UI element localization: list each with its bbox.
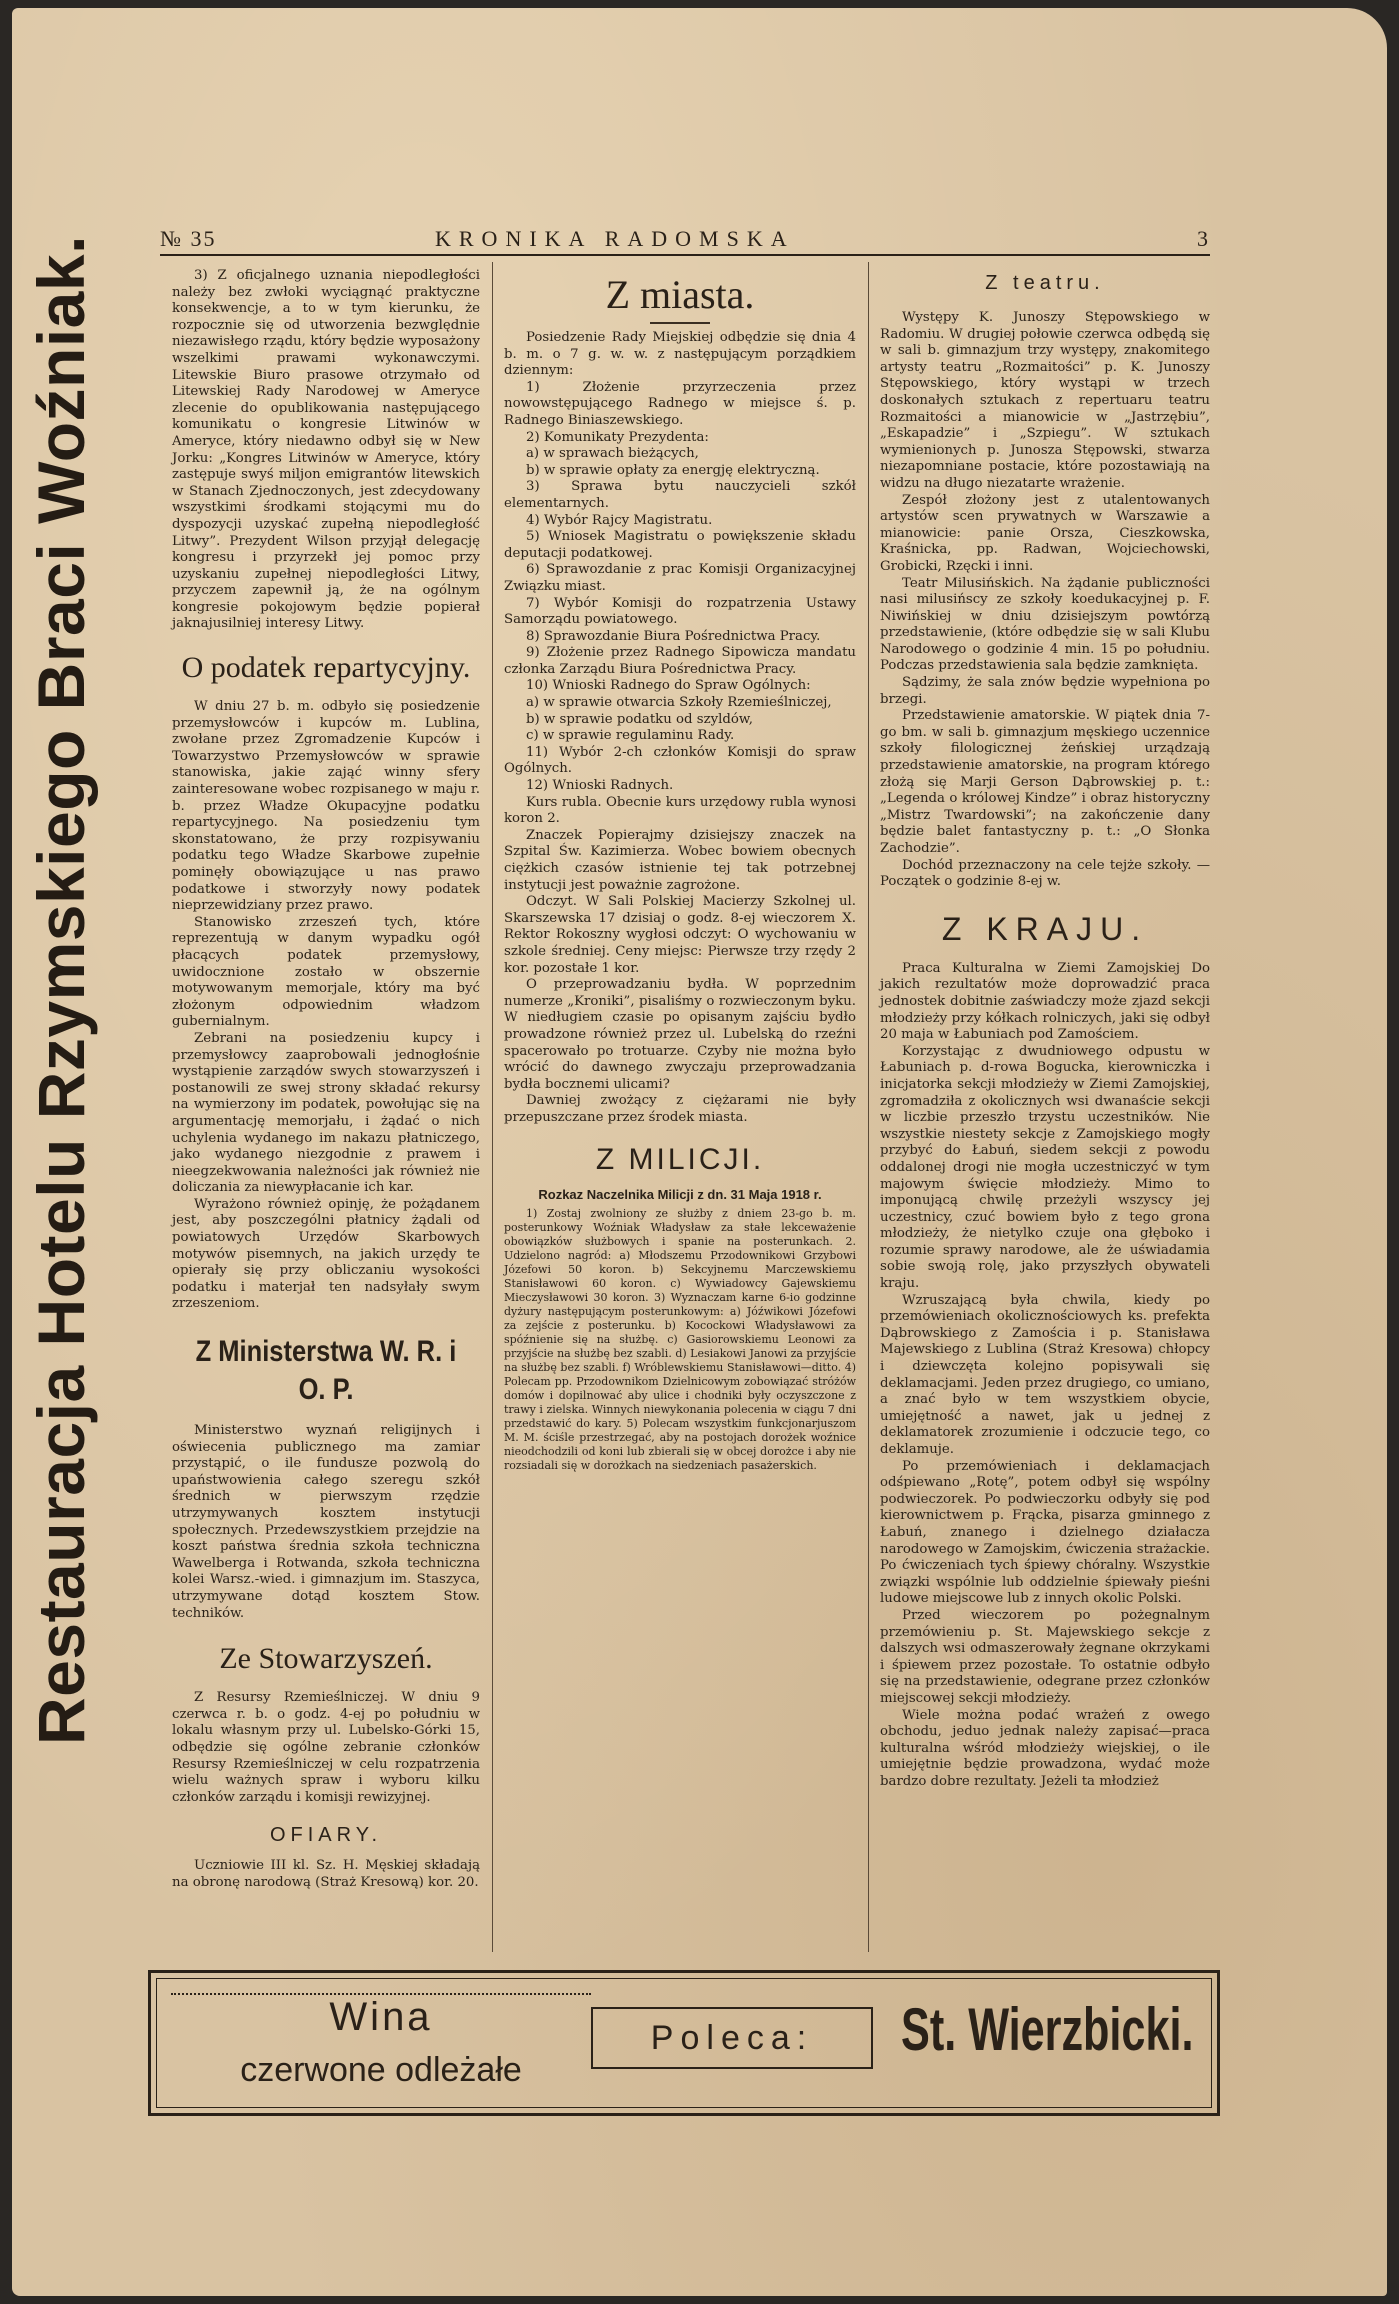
paragraph: Dochód przeznaczony na cele tejże szkoły. — Początek o godzinie 8-ej w. [880,857,1210,890]
agenda-item: a) w sprawach bieżących, [526,446,699,462]
ad-merchant-name: St. Wierzbicki. [901,1996,1194,2063]
agenda-item: 10) Wnioski Radnego do Spraw Ogólnych: [526,678,811,694]
agenda-item: 12) Wnioski Radnych. [526,778,674,794]
newspaper-title: KRONIKA RADOMSKA [435,226,795,251]
agenda-item: b) w sprawie podatku od szyldów, [526,711,753,727]
agenda-item: 7) Wybór Komisji do rozpatrzenia Ustawy Samorządu powiatowego. [504,595,856,628]
agenda-item: c) w sprawie regulaminu Rady. [526,728,735,744]
issue-number: № 35 [160,226,217,251]
heading-z-kraju: Z KRAJU. [941,910,1149,947]
paragraph: Dawniej zwożący z ciężarami nie były przepuszczane przez środek miasta. [504,1093,856,1125]
paragraph: Posiedzenie Rady Miejskiej odbędzie się dnia 4 b. m. o 7 g. w. w. z następującym porządkiem dziennym: [504,330,856,379]
agenda-item: 3) Sprawa bytu nauczycieli szkół elementarnych. [504,479,856,511]
heading-ministerstwo: Z Ministerstwa W. R. i O. P. [195,1335,457,1407]
paragraph: Z Resursy Rzemieślniczej. W dniu 9 czerwca r. b. o godz. 4-ej po południu w lokalu własnym przy ul. Lubelsko-Górki 15, odbędzie się ogólne zebranie członków Resursy Rzemieślniczej w celu rozpatrzenia wielu ważnych spraw i wyboru kilku członków zarządu i komisji rewizyjnej. [172,1690,480,1805]
agenda-item: b) w sprawie opłaty za energję elektryczną. [526,462,820,478]
milicja-order-title: Rozkaz Naczelnika Milicji z dn. 31 Maja 1918 r. [538,1186,822,1202]
agenda-item: 1) Złożenie przyrzeczenia przez nowowstępującego Radnego w miejsce ś. p. Radnego Biniaszewskiego. [504,379,856,428]
paragraph: Praca Kulturalna w Ziemi Zamojskiej Do jakich rezultatów może doprowadzić praca jednostek dobitnie zaświadczy może zjazd sekcji młodzieży przy kółkach rolniczych, jaki się odbył 20 maja w Łabuniach pod Zamościem. [880,960,1210,1043]
paragraph: Przed wieczorem po pożegnalnym przemówieniu p. St. Majewskiego sekcje z dalszych wsi odmaszerowały żegnane okrzykami i śpiewem przez pozostałe. To ostatnie odbyło się na przedstawienie, odegrane przez członków miejscowej sekcji młodzieży. [880,1607,1210,1706]
agenda-item: 8) Sprawozdanie Biura Pośrednictwa Pracy. [526,628,821,644]
paragraph: Korzystając z dwudniowego odpustu w Łabuniach p. d-rowa Bogucka, kierowniczka i inicjatorka sekcji młodzieży w Ziemi Zamojskiej, zgromadziła z okolicznych wsi dwanaście sekcji w liczbie przeszło trzystu uczestników. Nie wszystkie niestety sekcje z Zamojskiego mogły przybyć do Łabuń, siedem sekcji z powodu oddalonej drogi nie mogła uczestniczyć w tym majowym święcie młodzieży. Mimo to imponującą chwilę przeżyli wszyscy jej uczestnicy, czuć bowiem było z tego grona młodzieży, że nietylko czuje ona głęboko i rozumie sprawy narodowe, ale że uświadamia sobie swoją rolę, jako przyszłych obywateli kraju. [880,1043,1210,1292]
agenda-item: 2) Komunikaty Prezydenta: [526,429,709,445]
column-3 [880,268,1210,1790]
ad-wina: Wina [329,1995,433,2039]
heading-z-teatru: Z teatru. [985,272,1105,294]
agenda-item: 5) Wniosek Magistratu o powiększenie składu deputacji podatkowej. [504,529,856,561]
paragraph: Ministerstwo wyznań religijnych i oświecenia publicznego ma zamiar przystąpić, o ile fundusze pozwolą do upaństwowienia całego szeregu szkół średnich w pierwszym rzędzie utrzymywanych kosztem instytucji społecznych. Przedewszystkiem przejdzie na koszt państwa średnia szkoła techniczna Wawelberga i Rotwanda, szkoła techniczna kolei Warsz.-wied. i gimnazjum im. Staszyca, utrzymywane dotąd kosztem Stow. techników. [172,1423,480,1621]
column-2 [504,268,856,1473]
ad-czerwone: czerwone odleżałe [240,2051,522,2089]
paragraph: Występy K. Junoszy Stępowskiego w Radomiu. W drugiej połowie czerwca odbędą się w sali b. gimnazjum trzy występy, znakomitego artysty teatru „Rozmaitości” p. K. Junoszy Stępowskiego, który wystąpi w trzech doskonałych sztukach z repertuaru teatru Rozmaitości a mianowicie w „Jastrzębiu”, „Eskapadzie” i „Szpiegu”. W sztukach wymienionych p. Junosza Stępowski, stwarza niezapomniane postacie, które pozostawiają na widzu na długo niezatarte wrażenie. [880,310,1210,491]
wine-advertisement [148,1970,1220,2116]
paragraph: W dniu 27 b. m. odbyło się posiedzenie przemysłowców i kupców m. Lublina, zwołane przez Zgromadzenie Kupców i Towarzystwo Przemysłowców w sprawie stanowiska, jakie zająć winny sfery zainteresowane wobec rozpisanego w maju r. b. przez Władze Okupacyjne podatku repartycyjnego. Na posiedzeniu tym skonstatowano, że przy rozpisywaniu podatku tego Władze Skarbowe zupełnie pominęły obowiązujące u nas prawo podatkowe i stworzyły nowy podatek nieprzewidziany przez prawo. [172,699,480,914]
paragraph: Stanowisko zrzeszeń tych, które reprezentują w danym wypadku ogół płacących podatek przemysłowy, uwidocznione zostało w obszernie motywowanym memorjale, który ma być złożonym odpowiednim władzom gubernialnym. [172,914,480,1030]
paragraph: Odczyt. W Sali Polskiej Macierzy Szkolnej ul. Skarszewska 17 dzisiaj o godz. 8-ej wieczorem X. Rektor Rokoszny wygłosi odczyt: O wychowaniu w szkole średniej. Ceny miejsc: Pierwsze trzy rzędy 2 kor. pozostałe 1 kor. [504,894,856,976]
paragraph: Zespół złożony jest z utalentowanych artystów scen prywatnych w Warszawie a mianowicie: panie Orsza, Cieszkowska, Kraśnicka, pp. Radwan, Wojciechowski, Grobicki, Rzęcki i inni. [880,492,1210,574]
paragraph: Przedstawienie amatorskie. W piątek dnia 7-go bm. w sali b. gimnazjum męskiego uczennice szkoły filologicznej żeńskiej urządzają przedstawienie amatorskie, na program którego złożą się Marji Gerson Dąbrowskiej p. t.: „Legenda o królowej Kindze” i obraz historyczny „Mistrz Twardowski”; na zakończenie dany będzie balet fantastyczny p. t.: „O Słonka Zachodzie”. [880,708,1210,856]
paragraph: Zebrani na posiedzeniu kupcy i przemysłowcy zaaprobowali jednogłośnie wystąpienie zarządów swych stowarzyszeń i postanowili ze swej strony składać rekursy na wymierzony im podatek, powołując się na argumentację memorjału, i żądać o nich uchylenia wydanego im nakazu płatniczego, jako wydanego niezgodnie z prawem i nieegzekwowania należności jak również nie doliczania za niewypłacanie ich kar. [172,1030,480,1196]
agenda-item: a) w sprawie otwarcia Szkoły Rzemieślniczej, [526,695,832,711]
paragraph: O przeprowadzaniu bydła. W poprzednim numerze „Kroniki”, pisaliśmy o rozwieczonym byku. W niedługiem czasie po opisanym zajściu bydło prowadzone również przez ul. Lubelską do rzeźni spacerowało po trotuarze. Czyby nie można było wrócić do dawnego zwyczaju przeprowadzania bydła bocznemi ulicami? [504,977,856,1092]
lithuania-article: 3) Z oficjalnego uznania niepodległości należy bez zwłoki wyciągnąć praktyczne konsekwencje, a to w tym kierunku, że rozpocznie się od utworzenia bezwględnie niezawisłego rządu, który będzie wyposażony wszelkimi prawami wykonawczymi. Litewskie Biuro prasowe otrzymało od Litewskiej Rady Narodowej w Ameryce zlecenie do opublikowania następującego komunikatu o kongresie Litwinów w Ameryce, który niedawno odbył się w New Jorku: „Kongres Litwinów w Ameryce, który zastępuje swyś miljon emigrantów litewskich w Stanach Zjednoczonych, jest zdecydowany wszystkimi środkami stojącymi mu do dyspozycji uzyskać zupełną niepodległość Litwy”. Prezydent Wilson przyjął delegację kongresu i przyrzekł jej pomoc przy uzyskaniu zupełnej niepodległości Litwy, przyczem zapewnił ją, że na ogólnym kongresie pokojowym będzie popierał jaknajusilniej interesy Litwy. [172,268,480,632]
agenda-item: 6) Sprawozdanie z prac Komisji Organizacyjnej Związku miast. [504,562,856,594]
heading-z-milicji: Z MILICJI. [595,1142,765,1176]
ad-poleca: Poleca: [591,2007,873,2069]
paragraph: Znaczek Popierajmy dzisiejszy znaczek na Szpital Św. Kazimierza. Wobec bowiem obecnych ciężkich czasów istnienie tej tak potrzebnej instytucji jest poważnie zagrożone. [504,827,856,893]
heading-z-miasta: Z miasta. [605,272,755,317]
column-divider-1 [492,262,493,1952]
header-rule [160,254,1210,256]
paragraph: Po przemówieniach i deklamacjach odśpiewano „Rotę”, potem odbył się wspólny podwieczorek. Po podwieczorku odbyły się pod kierownictwem p. Frącka, pisarza gminnego z Łabuń, znanego i dzielnego działacza narodowego w Zamojskim, ćwiczenia strażackie. Po ćwiczeniach tych śpiewy chóralny. Wszystkie związki wspólnie lub oddzielnie śpiewały pieśni ludowe miejscowe lub z innych okolic Polski. [880,1458,1210,1607]
column-1 [172,268,480,1892]
paragraph: Uczniowie III kl. Sz. H. Męskiej składają na obronę narodową (Straż Kresową) kor. 20. [172,1858,480,1890]
agenda-item: 9) Złożenie przez Radnego Sipowicza mandatu członka Zarządu Biura Pośrednictwa Pracy. [504,645,856,677]
paragraph: Wyrażono również opinję, że pożądanem jest, aby poszczególni płatnicy żądali od powiatowych Urzędów Skarbowych motywów pisemnych, na jakich urzędy te opierały się przy obliczaniu wysokości podatku i materjał ten nadsyłały swym zrzeszeniom. [172,1196,480,1312]
paragraph: Teatr Milusińskich. Na żądanie publiczności nasi milusińscy ze szkoły koedukacyjnej p. F. Niwińskiej w dniu dzisiejszym powtórzą przedstawienie, (które odbędzie się w sali Klubu Narodowego o godzinie 4 min. 15 po południu. Podczas przedstawienia sala będzie zamknięta. [880,575,1210,674]
agenda-item: 11) Wybór 2-ch członków Komisji do spraw Ogólnych. [504,744,856,777]
paragraph: Wzruszającą była chwila, kiedy po przemówieniach okolicznościowych ks. prefekta Dąbrowskiego z Zamościa i p. Stanisława Majewskiego z Lublina (Straż Kresowa) chłopcy i dziewczęta kolejno popisywali się deklamacjami. Jeden przez drugiego, co umiano, a znać było w tem wszystkiem obycie, umiejętność a nawet, jak u jednej z deklamatorek zrozumienie i odczucie tego, co deklamuje. [880,1292,1210,1457]
paragraph: Sądzimy, że sala znów będzie wypełniona po brzegi. [880,675,1210,707]
column-divider-2 [868,262,869,1952]
milicja-orders: 1) Zostaj zwolniony ze służby z dniem 23-go b. m. posterunkowy Woźniak Władysław za stałe lekceważenie obowiązków służbowych i spanie na posterunkach. 2. Udzielono nagród: a) Młodszemu Przodownikowi Grzybowi Józefowi 50 koron. b) Sekcyjnemu Marczewskiemu Stanisławowi 60 koron. c) Wywiadowcy Gajewskiemu Mieczysławowi 30 koron. 3) Wyznaczam karne 6-io godzinne dyżury następującym posterunkowym: a) Jóźwikowi Józefowi za zejście z posterunku. b) Kocockowi Władysławowi za spóźnienie się na służbę. c) Gasiorowskiemu Leonowi za przyjście na służbę bez szabli. d) Lesiakowi Janowi za przyjście na służbę bez szabli. f) Wróblewskiemu Stanisławowi—ditto. 4) Polecam pp. Przodownikom Dzielnicowym zobowiązać stróżów domów i dopilnować aby ulice i chodniki były oczyszczone z trawy i zielska. Winnych niewykonania polecenia w ciągu 7 dni przedstawić do kary. 5) Polecam wszystkim funkcjonarjuszom M. M. ściśle przestrzegać, aby na postojach dorożek woźnice nieodchodzili od koni lub zbierali się w obcej dorożce i aby nie rozsiadali się w dorożkach na siedzeniach pasażerskich. [504,1207,856,1473]
page-number: 3 [1197,226,1210,251]
heading-stowarzyszenia: Ze Stowarzyszeń. [219,1642,433,1676]
page-header [160,226,1210,250]
heading-podatek: O podatek repartycyjny. [181,651,471,685]
ornament-divider [650,322,710,324]
heading-ofiary: OFIARY. [269,1824,383,1847]
paragraph: Kurs rubla. Obecnie kurs urzędowy rubla wynosi koron 2. [504,794,856,827]
vertical-restaurant-ad: Restauracja Hotelu Rzymskiego Braci Woźniak. [24,235,98,1745]
agenda-item: 4) Wybór Rajcy Magistratu. [526,512,713,528]
paragraph: Wiele można podać wrażeń z owego obchodu, jeduo jednak należy zapisać—praca kulturalna wśród młodzieży wiejskiej, o ile umiejętnie będzie prowadzona, wydać może bardzo dobre rezultaty. Jeżeli ta młodzież [880,1707,1210,1789]
